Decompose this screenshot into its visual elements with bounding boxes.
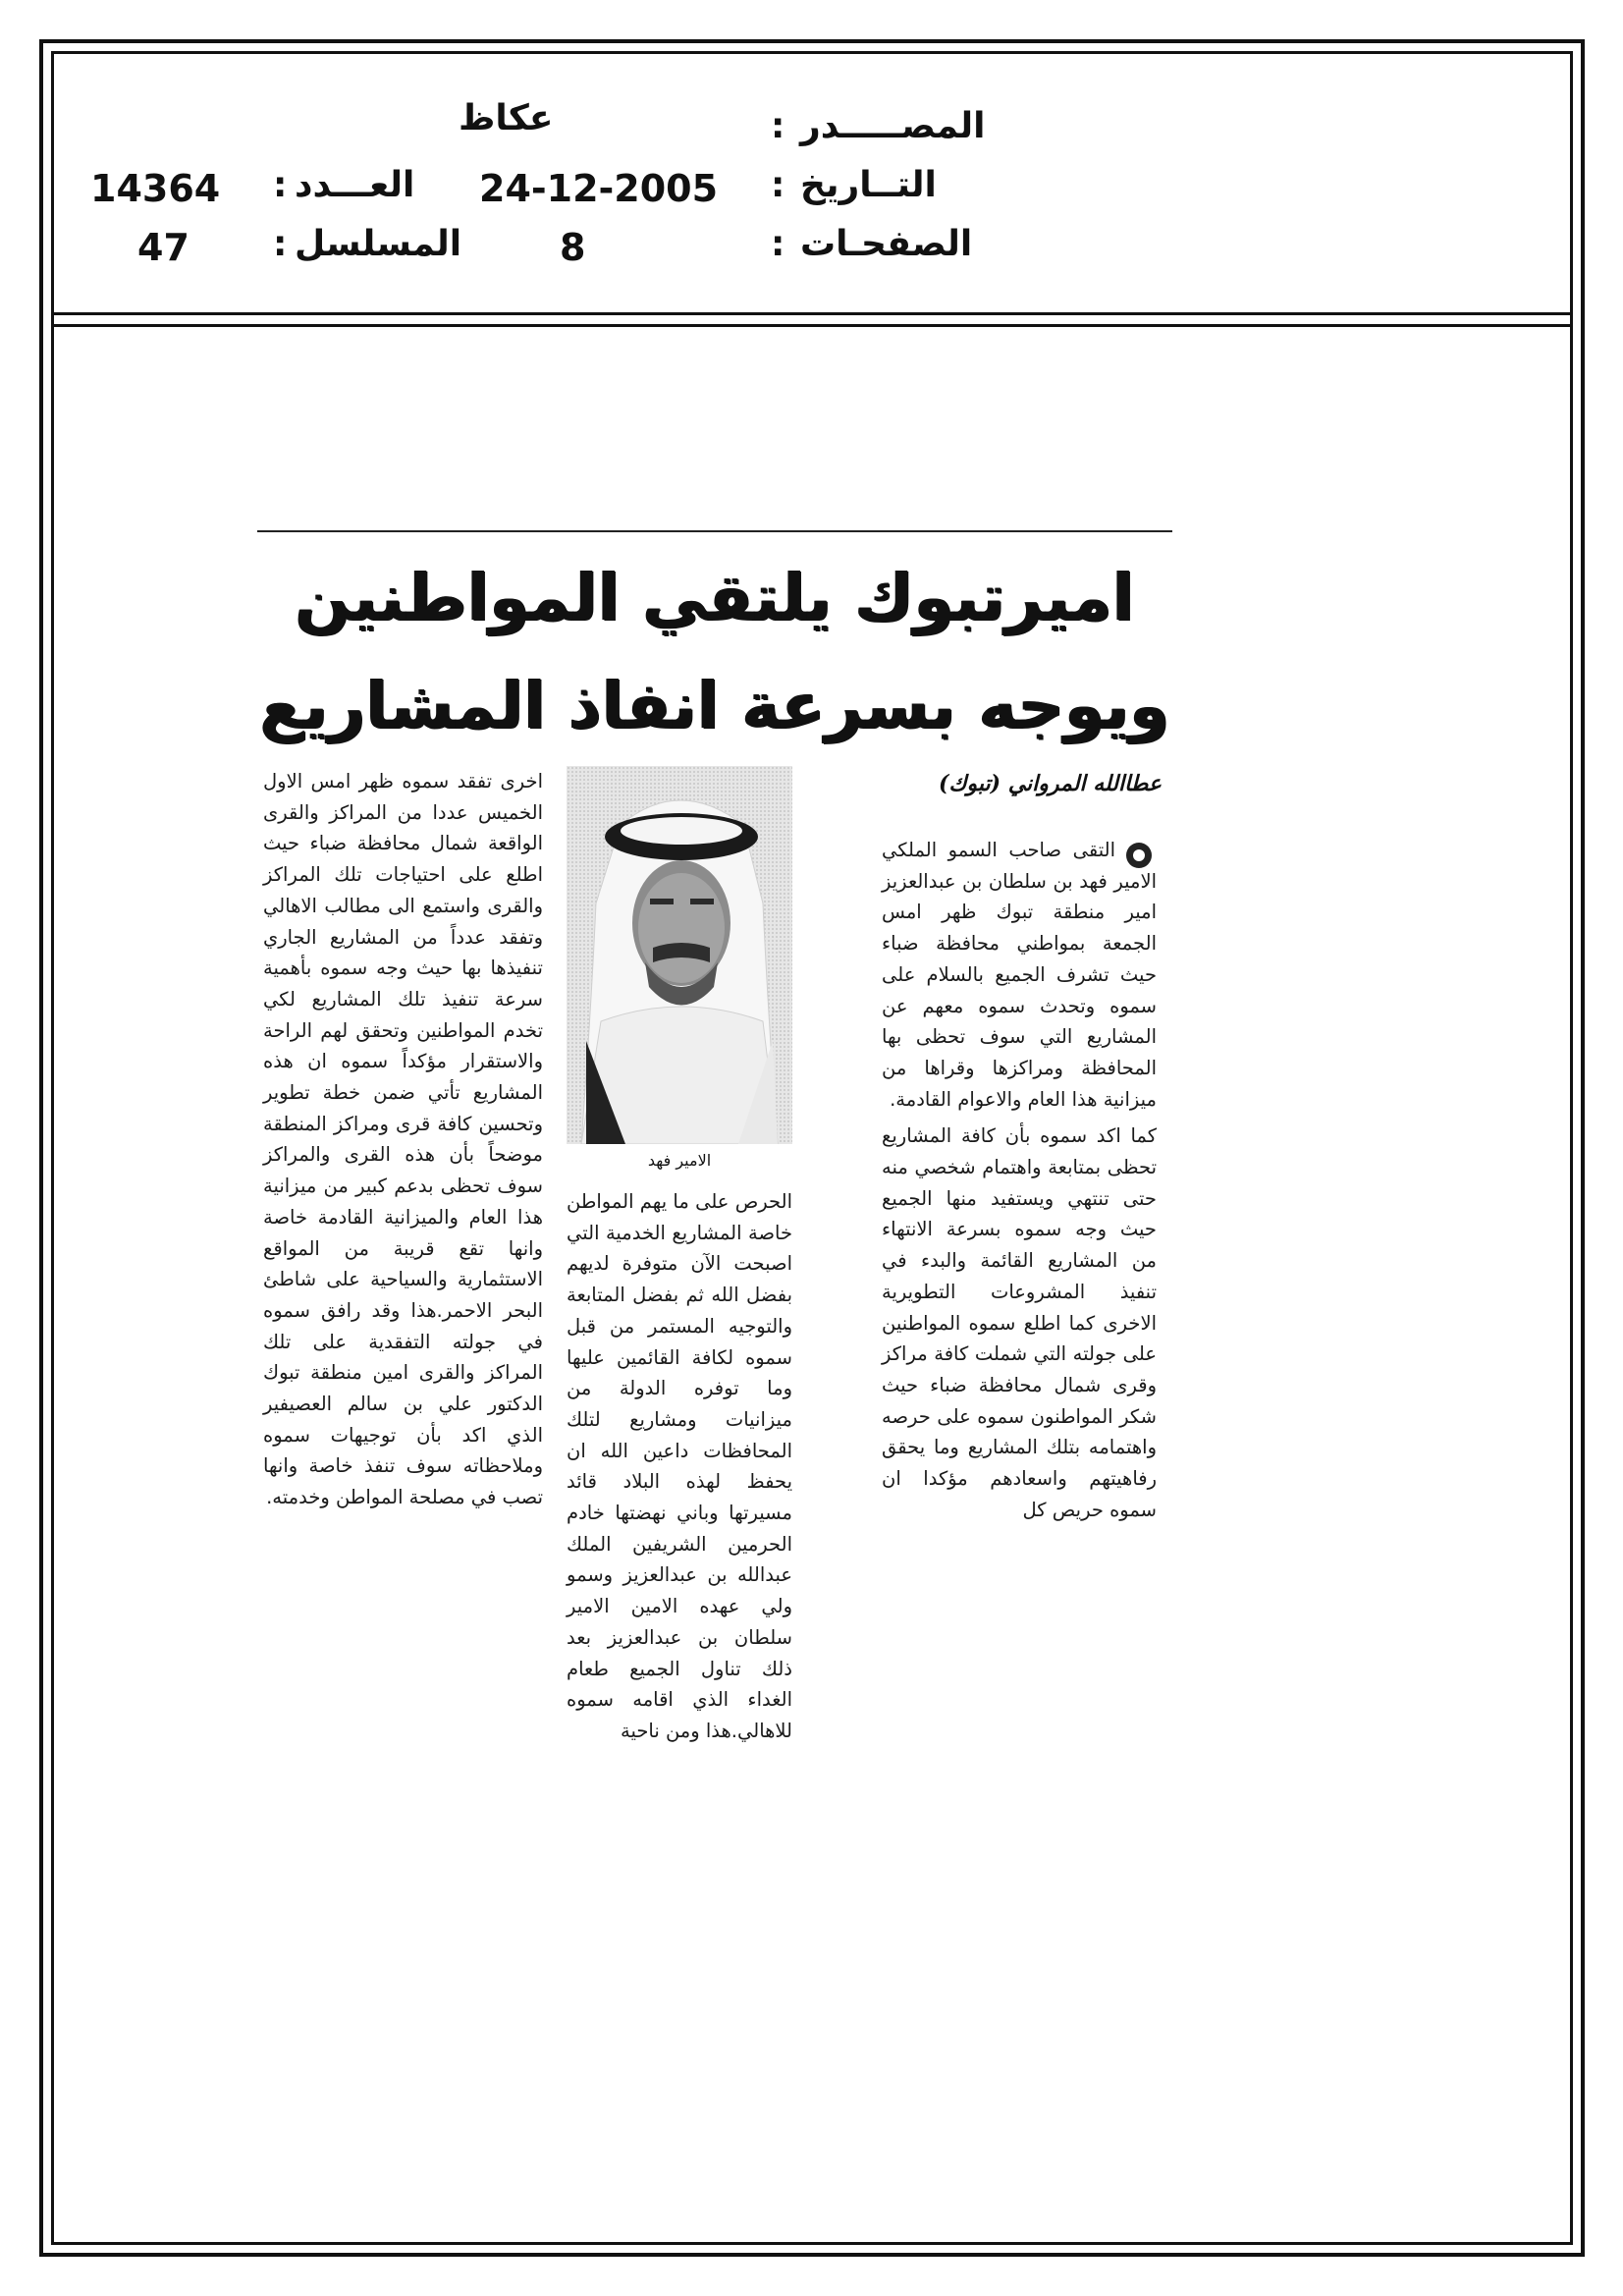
pages-value: 8 <box>560 226 586 269</box>
portrait-image <box>567 766 792 1144</box>
header-divider-top <box>51 312 1573 315</box>
issue-label: العـــدد <box>295 165 415 205</box>
source-colon: : <box>771 106 785 146</box>
prince-photo <box>567 766 792 1144</box>
issue-value: 14364 <box>90 167 221 210</box>
pages-colon: : <box>771 224 785 264</box>
column-middle-paragraph: الحرص على ما يهم المواطن خاصة المشاريع الخدمية التي اصبحت الآن متوفرة لديهم بفضل الله ثم بفضل المتابعة والتوجيه المستمر من قبل سموه لكافة القائمين عليها وما توفره الدولة من ميزانيات ومشاريع لتلك المحافظات داعين الله ان يحفظ لهذه البلاد قائد مسيرتها وباني نهضتها خادم الحرمين الشريفين الملك عبدالله بن عبدالعزيز وسمو ولي عهده الامين الامير سلطان بن عبدالعزيز بعد ذلك تناول الجميع طعام الغداء الذي اقامه سموه للاهالي.هذا ومن ناحية <box>567 1190 792 1742</box>
column-left-paragraph: اخرى تفقد سموه ظهر امس الاول الخميس عددا من المراكز والقرى الواقعة شمال محافظة ضباء حيث اطلع على احتياجات تلك المراكز والقرى واستمع الى مطالب الاهالي وتفقد عدداً من المشاريع الجاري تنفيذها بها حيث وجه سموه بأهمية سرعة تنفيذ تلك المشاريع لكي تخدم المواطنين وتحقق لهم الراحة والاستقرار مؤكداً سموه ان هذه المشاريع تأتي ضمن خطة تطوير وتحسين كافة قرى ومراكز المنطقة موضحاً بأن هذه القرى والمراكز سوف تحظى بدعم كبير من ميزانية هذا العام والميزانية القادمة خاصة وانها تقع قريبة من المواقع الاستثمارية والسياحية على شاطئ البحر الاحمر.هذا وقد رافق سموه في جولته التفقدية على تلك المراكز والقرى امين منطقة تبوك الدكتور علي بن سالم العصيفير الذي اكد بأن توجيهات سموه وملاحظاته سوف تنفذ خاصة وانها تصب في مصلحة المواطن وخدمته. <box>263 770 543 1509</box>
column-right-paragraph-1: التقى صاحب السمو الملكي الامير فهد بن سلطان بن عبدالعزيز امير منطقة تبوك ظهر امس الجمعة بمواطني محافظة ضباء حيث تشرف الجميع بالسلام على سموه وتحدث سموه معهم عن المشاريع التي سوف تحظى بها المحافظة ومراكزها وقراها من ميزانية هذا العام والاعوام القادمة. <box>882 839 1157 1111</box>
headline-line-2: ويوجه بسرعة انفاذ المشاريع <box>259 668 1170 743</box>
header-divider-bottom <box>51 324 1573 327</box>
serial-value: 47 <box>137 226 189 269</box>
article-top-rule <box>257 530 1172 532</box>
date-colon: : <box>771 165 785 205</box>
article-column-middle <box>567 1186 792 1747</box>
issue-colon: : <box>273 165 288 205</box>
article-column-left <box>263 766 543 1513</box>
byline: عطاالله المرواني (تبوك) <box>938 771 1162 796</box>
article-column-right <box>882 835 1157 1525</box>
pages-label: الصفحـات <box>800 224 973 264</box>
date-label: التــاريخ <box>800 165 937 205</box>
date-value: 24-12-2005 <box>479 167 719 210</box>
source-label: المصـــــدر <box>800 106 986 146</box>
serial-label: المسلسل <box>295 224 462 264</box>
headline-line-1: اميرتبوك يلتقي المواطنين <box>295 560 1135 635</box>
photo-caption: الامير فهد <box>647 1151 712 1170</box>
column-right-paragraph-2: كما اكد سموه بأن كافة المشاريع تحظى بمتابعة واهتمام شخصي منه حتى تنتهي ويستفيد منها الجميع حيث وجه سموه بسرعة الانتهاء من المشاريع القائمة والبدء في تنفيذ المشروعات التطويرية الاخرى كما اطلع سموه المواطنين على جولته التي شملت كافة مراكز وقرى شمال محافظة ضباء حيث شكر المواطنون سموه على حرصه واهتمامه بتلك المشاريع وما يحقق رفاهيتهم واسعادهم مؤكدا ان سموه حريص كل <box>882 1124 1157 1521</box>
serial-colon: : <box>273 224 288 264</box>
source-value: عكاظ <box>459 98 554 138</box>
